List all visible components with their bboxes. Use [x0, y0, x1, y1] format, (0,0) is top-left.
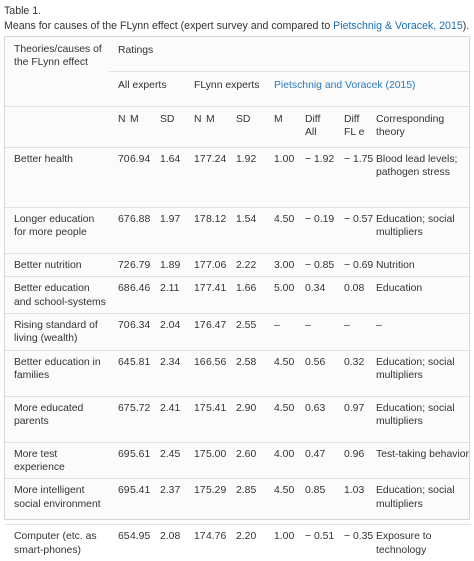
- cell-fl-n: 17: [185, 396, 204, 442]
- caption-text-before: Means for causes of the FLynn effect (expert survey and compared to: [4, 20, 334, 33]
- cell-corresponding-theory: –: [374, 313, 471, 350]
- cell-diff-fle: 1.03: [335, 479, 374, 525]
- header-all-experts: All experts: [109, 72, 185, 107]
- table-row: [5, 479, 471, 525]
- cell-pv-m: 4.50: [265, 350, 296, 396]
- citation-link[interactable]: Pietschnig & Voracek, 2015: [333, 20, 463, 33]
- cell-theory: Better nutrition: [5, 254, 109, 277]
- header-row-columns: [5, 107, 471, 148]
- cell-diff-fle: 0.32: [335, 350, 374, 396]
- table-caption: [4, 4, 470, 34]
- cell-pv-m: 1.00: [274, 531, 295, 543]
- cell-corresponding-theory: Education; social multipliers: [374, 350, 471, 396]
- cell-corresponding-theory: Education; social multipliers: [374, 479, 471, 525]
- col-fl-m: M: [204, 107, 234, 148]
- table-row: [5, 208, 471, 254]
- cell-all-m: 5.72: [128, 396, 158, 442]
- table-row: [5, 254, 471, 277]
- cell-pv-m: 4.50: [265, 208, 296, 254]
- cell-pv-m: 4.00: [265, 442, 296, 479]
- cell-all-n: 67: [109, 396, 128, 442]
- cell-pv-m: 4.50: [265, 396, 296, 442]
- cell-diff-all: − 1.92: [296, 148, 335, 208]
- results-table-container: [4, 36, 470, 556]
- cell-fl-sd: 2.58: [234, 350, 265, 396]
- cell-diff-all: 0.85: [296, 479, 335, 525]
- cell-theory: Better health: [5, 148, 109, 208]
- cell-all-sd: 2.37: [158, 479, 185, 525]
- cell-pv-m: 5.00: [265, 277, 296, 314]
- cell-all-n: 68: [109, 277, 128, 314]
- cell-all-m: 6.79: [128, 254, 158, 277]
- col-pv-m: M: [265, 107, 296, 148]
- header-theory: Theories/causes of the FLynn effect: [5, 37, 109, 107]
- cell-fl-n: 17: [185, 277, 204, 314]
- table-row: [5, 525, 471, 561]
- table-row: [5, 396, 471, 442]
- header-pietschnig-voracek: Pietschnig and Voracek (2015): [265, 72, 471, 107]
- cell-fl-n: 17: [185, 148, 204, 208]
- cell-fl-m: 4.76: [206, 531, 227, 543]
- cell-diff-fle: − 0.57: [335, 208, 374, 254]
- cell-fl-m: 8.12: [204, 208, 234, 254]
- cell-fl-m: 5.29: [204, 479, 234, 525]
- col-pv-theory: Corresponding theory: [374, 107, 471, 148]
- table-row: [5, 148, 471, 208]
- cell-fl-m: 7.24: [204, 148, 234, 208]
- cell-fl-m: 6.47: [204, 313, 234, 350]
- cell-all-sd: 1.64: [158, 148, 185, 208]
- cell-fl-n: 17: [185, 442, 204, 479]
- header-ratings: Ratings: [109, 37, 471, 72]
- cell-diff-fle: − 1.75: [335, 148, 374, 208]
- cell-corresponding-theory: Blood lead levels; pathogen stress: [374, 148, 471, 208]
- cell-all-m: 5.61: [128, 442, 158, 479]
- col-all-m: M: [128, 107, 158, 148]
- cell-all-m: 5.81: [128, 350, 158, 396]
- cell-pv-m: 1.00: [265, 148, 296, 208]
- cell-diff-all: 0.63: [296, 396, 335, 442]
- cell-theory: More test experience: [5, 442, 109, 479]
- cell-all-n: 70: [109, 313, 128, 350]
- header-flynn-experts: FLynn experts: [185, 72, 265, 107]
- cell-fl-m: 7.06: [204, 254, 234, 277]
- cell-diff-fle: 0.08: [335, 277, 374, 314]
- col-pv-diff-all: Diff All: [296, 107, 335, 148]
- cell-diff-fle: –: [335, 313, 374, 350]
- cell-theory: Computer (etc. as smart-phones): [14, 531, 97, 556]
- cell-diff-all: –: [296, 313, 335, 350]
- cell-diff-all: − 0.85: [296, 254, 335, 277]
- cell-fl-sd: 1.92: [234, 148, 265, 208]
- cell-pv-m: –: [265, 313, 296, 350]
- col-all-n: N: [109, 107, 128, 148]
- cell-corresponding-theory: Nutrition: [374, 254, 471, 277]
- cell-all-n: 72: [109, 254, 128, 277]
- cell-fl-n: 17: [185, 313, 204, 350]
- caption-text-after: ).: [462, 20, 470, 33]
- cell-fl-m: 6.56: [204, 350, 234, 396]
- cell-all-sd: 1.89: [158, 254, 185, 277]
- cell-fl-n: 17: [194, 531, 206, 543]
- col-fl-sd: SD: [234, 107, 265, 148]
- header-empty: [5, 107, 109, 148]
- cell-diff-fle: − 0.69: [335, 254, 374, 277]
- cell-corresponding-theory: Education: [374, 277, 471, 314]
- cell-fl-m: 7.41: [204, 277, 234, 314]
- cell-all-sd: 2.04: [158, 313, 185, 350]
- cell-fl-sd: 2.85: [234, 479, 265, 525]
- cell-fl-m: 5.00: [204, 442, 234, 479]
- cell-all-n: 64: [109, 350, 128, 396]
- header-row-ratings: [5, 37, 471, 72]
- cell-all-m: 4.95: [130, 531, 151, 543]
- cell-fl-sd: 1.54: [234, 208, 265, 254]
- cell-fl-m: 5.41: [204, 396, 234, 442]
- cell-pv-m: 4.50: [265, 479, 296, 525]
- cell-theory: Better education in families: [5, 350, 109, 396]
- cell-fl-sd: 2.55: [234, 313, 265, 350]
- col-fl-n: N: [185, 107, 204, 148]
- cell-diff-fle: 0.97: [335, 396, 374, 442]
- cell-fl-n: 17: [185, 479, 204, 525]
- col-all-sd: SD: [158, 107, 185, 148]
- cell-all-m: 6.34: [128, 313, 158, 350]
- cell-theory: Rising standard of living (wealth): [5, 313, 109, 350]
- cell-all-n: 65: [118, 531, 130, 543]
- cell-diff-all: 0.47: [296, 442, 335, 479]
- cell-fl-sd: 2.90: [234, 396, 265, 442]
- cell-all-n: 70: [109, 148, 128, 208]
- cell-diff-fle: − 0.35: [344, 531, 374, 543]
- cell-all-m: 6.94: [128, 148, 158, 208]
- cell-fl-sd: 2.60: [234, 442, 265, 479]
- table-row: [5, 350, 471, 396]
- cell-fl-sd: 2.20: [236, 531, 257, 543]
- cell-fl-sd: 1.66: [234, 277, 265, 314]
- cell-corresponding-theory: Test-taking behavior: [374, 442, 471, 479]
- cell-theory: More intelligent social environment: [5, 479, 109, 525]
- cell-all-sd: 2.34: [158, 350, 185, 396]
- table-row: [5, 313, 471, 350]
- cell-all-m: 6.46: [128, 277, 158, 314]
- cell-fl-n: 17: [185, 208, 204, 254]
- table-label: Table 1.: [4, 5, 42, 17]
- cell-all-sd: 2.08: [160, 531, 181, 543]
- results-table: [5, 37, 471, 561]
- cell-all-sd: 1.97: [158, 208, 185, 254]
- table-row: [5, 442, 471, 479]
- cell-theory: Better education and school-systems: [5, 277, 109, 314]
- cell-fl-sd: 2.22: [234, 254, 265, 277]
- table-row: [5, 277, 471, 314]
- cell-all-n: 67: [109, 208, 128, 254]
- cell-all-n: 69: [109, 479, 128, 525]
- cell-all-m: 5.41: [128, 479, 158, 525]
- cell-diff-all: 0.56: [296, 350, 335, 396]
- cell-corresponding-theory: Exposure to technology: [376, 531, 432, 556]
- cell-fl-n: 17: [185, 254, 204, 277]
- cell-fl-n: 16: [185, 350, 204, 396]
- cell-diff-all: 0.34: [296, 277, 335, 314]
- cell-diff-all: − 0.19: [296, 208, 335, 254]
- cell-theory: Longer education for more people: [5, 208, 109, 254]
- cell-corresponding-theory: Education; social multipliers: [374, 208, 471, 254]
- cell-all-m: 6.88: [128, 208, 158, 254]
- cell-diff-fle: 0.96: [335, 442, 374, 479]
- cell-pv-m: 3.00: [265, 254, 296, 277]
- cell-theory: More educated parents: [5, 396, 109, 442]
- cell-all-sd: 2.11: [158, 277, 185, 314]
- col-pv-diff-fle: Diff FL e: [335, 107, 374, 148]
- cell-all-sd: 2.41: [158, 396, 185, 442]
- table-title: [4, 19, 470, 34]
- cell-all-n: 69: [109, 442, 128, 479]
- cell-diff-all: − 0.51: [305, 531, 335, 543]
- cell-all-sd: 2.45: [158, 442, 185, 479]
- cell-corresponding-theory: Education; social multipliers: [374, 396, 471, 442]
